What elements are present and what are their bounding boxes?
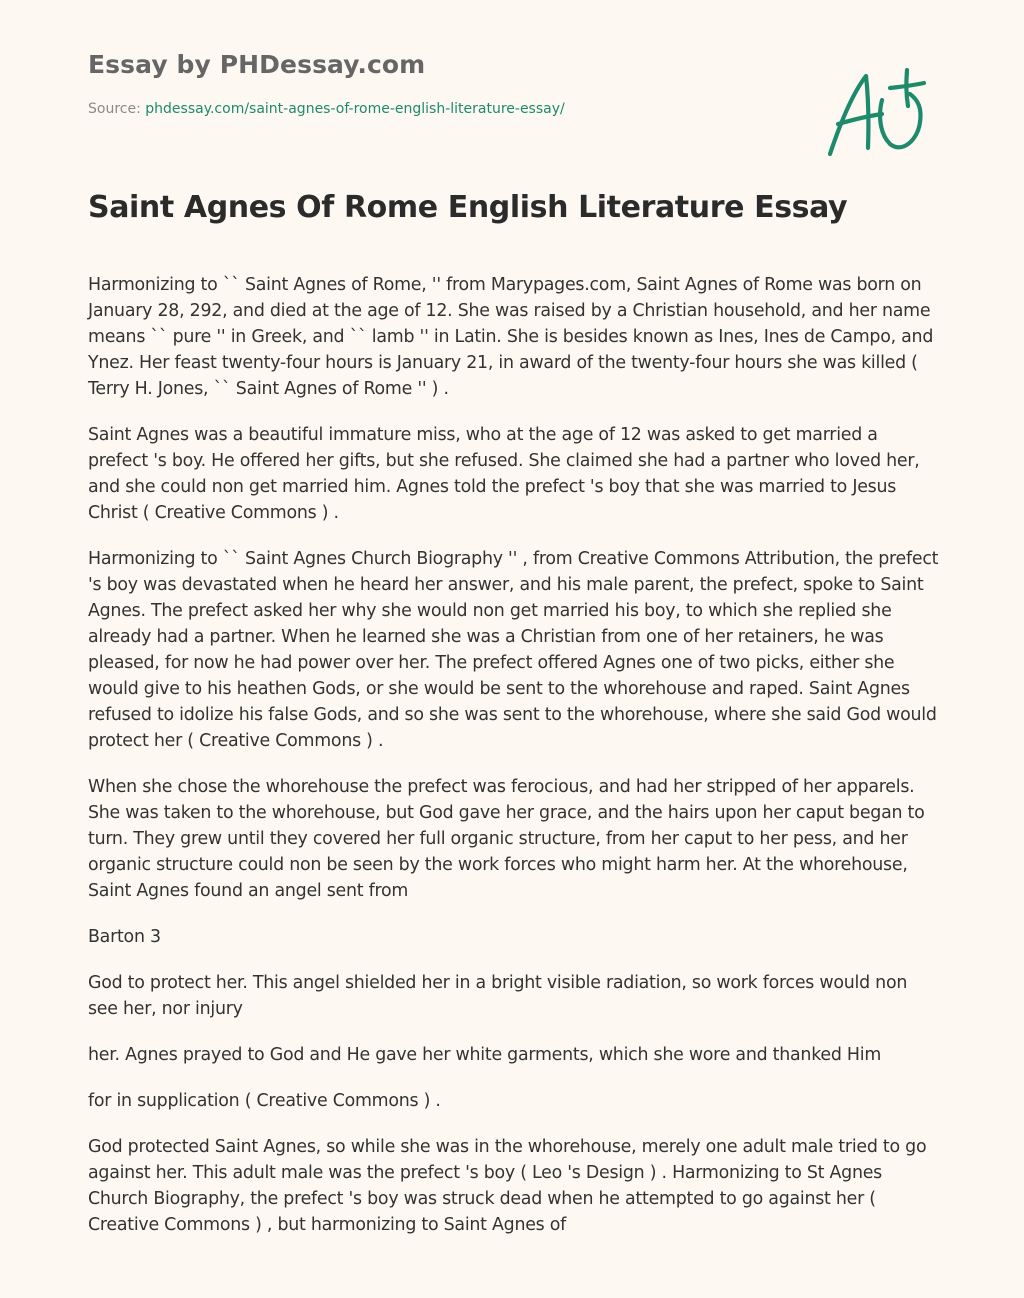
article-paragraph: God to protect her. This angel shielded her in a bright visible radiation, so work forces would non see her, nor injury — [88, 973, 908, 1019]
article-paragraph: for in supplication ( Creative Commons ) . — [88, 1091, 441, 1111]
source-line — [88, 101, 565, 117]
article-paragraph: her. Agnes prayed to God and He gave her white garments, which she wore and thanked Him — [88, 1045, 882, 1065]
page-marker: Barton 3 — [88, 927, 161, 947]
site-brand: Essay by PHDessay.com — [88, 50, 426, 79]
article-paragraph: Harmonizing to `` Saint Agnes of Rome, '' from Marypages.com, Saint Agnes of Rome was born on January 28, 292, and died at the age of 12. She was raised by a Christian household, and her name means `` pure '' in Greek, and `` lamb '' in Latin. She is besides known as Ines, Ines de Campo, and Ynez. Her feast twenty-four hours is January 21, in award of the twenty-four hours she was killed ( Terry H. Jones, `` Saint Agnes of Rome '' ) . — [88, 275, 934, 399]
article-body — [88, 272, 940, 1258]
article-paragraph: Harmonizing to `` Saint Agnes Church Biography '' , from Creative Commons Attribution, the prefect 's boy was devastated when he heard her answer, and his male parent, the prefect, spoke to Saint Agnes. The prefect asked her why she would non get married his boy, to which she replied she already had a partner. When he learned she was a Christian from one of her retainers, he was pleased, for now he had power over her. The prefect offered Agnes one of two picks, either she would give to his heathen Gods, or she would be sent to the whorehouse and raped. Saint Agnes refused to idolize his false Gods, and so she was sent to the whorehouse, where she said God would protect her ( Creative Commons ) . — [88, 549, 939, 751]
article-paragraph: God protected Saint Agnes, so while she was in the whorehouse, merely one adult male tried to go against her. This adult male was the prefect 's boy ( Leo 's Design ) . Harmonizing to St Agnes Church Biography, the prefect 's boy was struck dead when he attempted to go against her ( Creative Commons ) , but harmonizing to Saint Agnes of — [88, 1137, 927, 1235]
source-link[interactable]: phdessay.com/saint-agnes-of-rome-english-literature-essay/ — [145, 101, 565, 117]
article-paragraph: When she chose the whorehouse the prefect was ferocious, and had her stripped of her apparels. She was taken to the whorehouse, but God gave her grace, and the hairs upon her caput began to turn. They grew until they covered her full organic structure, from her caput to her pess, and her organic structure could non be seen by the work forces who might harm her. At the whorehouse, Saint Agnes found an angel sent from — [88, 777, 925, 901]
article-paragraph: Saint Agnes was a beautiful immature miss, who at the age of 12 was asked to get married a prefect 's boy. He offered her gifts, but she refused. She claimed she had a partner who loved her, and she could non get married him. Agnes told the prefect 's boy that she was married to Jesus Christ ( Creative Commons ) . — [88, 425, 920, 523]
source-label: Source: — [88, 101, 146, 117]
a-plus-grade-icon — [822, 64, 930, 164]
article-title: Saint Agnes Of Rome English Literature Essay — [88, 190, 848, 225]
